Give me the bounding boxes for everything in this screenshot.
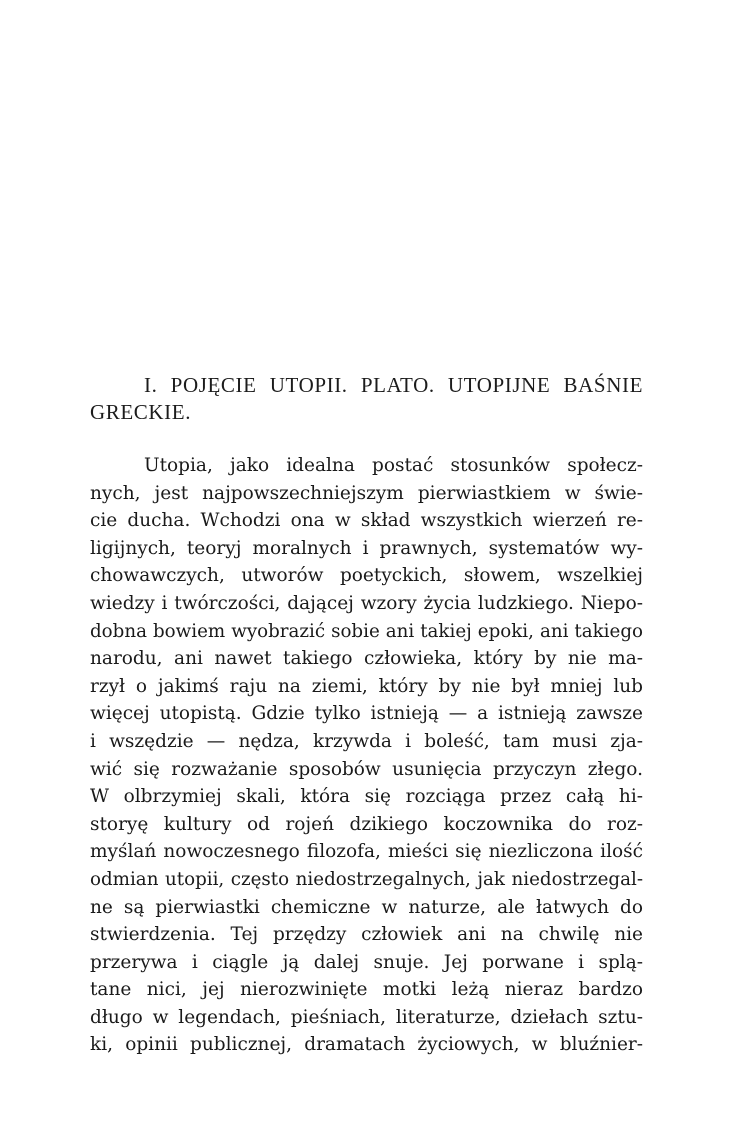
text-line: cie ducha. Wchodzi ona w skład wszystkich wierzeń re- <box>90 510 643 532</box>
text-line: tane nici, jej nierozwinięte motki leżą nieraz bardzo <box>90 979 643 1001</box>
text-line: W olbrzymiej skali, która się rozciąga przez całą hi- <box>90 786 643 808</box>
text-line: przerywa i ciągle ją dalej snuje. Jej porwane i splą- <box>90 951 643 973</box>
text-line: i wszędzie — nędza, krzywda i boleść, tam musi zja- <box>90 730 643 752</box>
chapter-heading: I. POJĘCIE UTOPII. PLATO. UTOPIJNE BAŚNIE GRECKIE. <box>90 373 643 424</box>
text-line: ligijnych, teoryj moralnych i prawnych, systematów wy- <box>90 537 643 559</box>
text-line: storyę kultury od rojeń dzikiego koczownika do roz- <box>90 813 643 835</box>
text-line: rzył o jakimś raju na ziemi, który by nie był mniej lub <box>90 675 643 697</box>
body-paragraph <box>90 452 643 1059</box>
text-line: więcej utopistą. Gdzie tylko istnieją — a istnieją zawsze <box>90 703 643 725</box>
text-line: wiedzy i twórczości, dającej wzory życia ludzkiego. Niepo- <box>90 592 643 614</box>
text-line: ne są pierwiastki chemiczne w naturze, ale łatwych do <box>90 896 643 918</box>
text-line: stwierdzenia. Tej przędzy człowiek ani na chwilę nie <box>90 924 643 946</box>
text-line: narodu, ani nawet takiego człowieka, który by nie ma- <box>90 648 643 670</box>
text-line: chowawczych, utworów poetyckich, słowem, wszelkiej <box>90 565 643 587</box>
text-line: długo w legendach, pieśniach, literaturze, dziełach sztu- <box>90 1006 643 1028</box>
text-line: myślań nowoczesnego filozofa, mieści się niezliczona ilość <box>90 841 643 863</box>
text-line: nych, jest najpowszechniejszym pierwiastkiem w świe- <box>90 482 643 504</box>
text-line: Utopia, jako idealna postać stosunków społecz- <box>144 455 643 476</box>
text-line: ki, opinii publicznej, dramatach życiowych, w bluźnier- <box>90 1034 643 1056</box>
text-line: odmian utopii, często niedostrzegalnych, jak niedostrzegal- <box>90 868 643 890</box>
text-line: dobna bowiem wyobrazić sobie ani takiej epoki, ani takiego <box>90 620 643 642</box>
text-line: wić się rozważanie sposobów usunięcia przyczyn złego. <box>90 758 643 780</box>
